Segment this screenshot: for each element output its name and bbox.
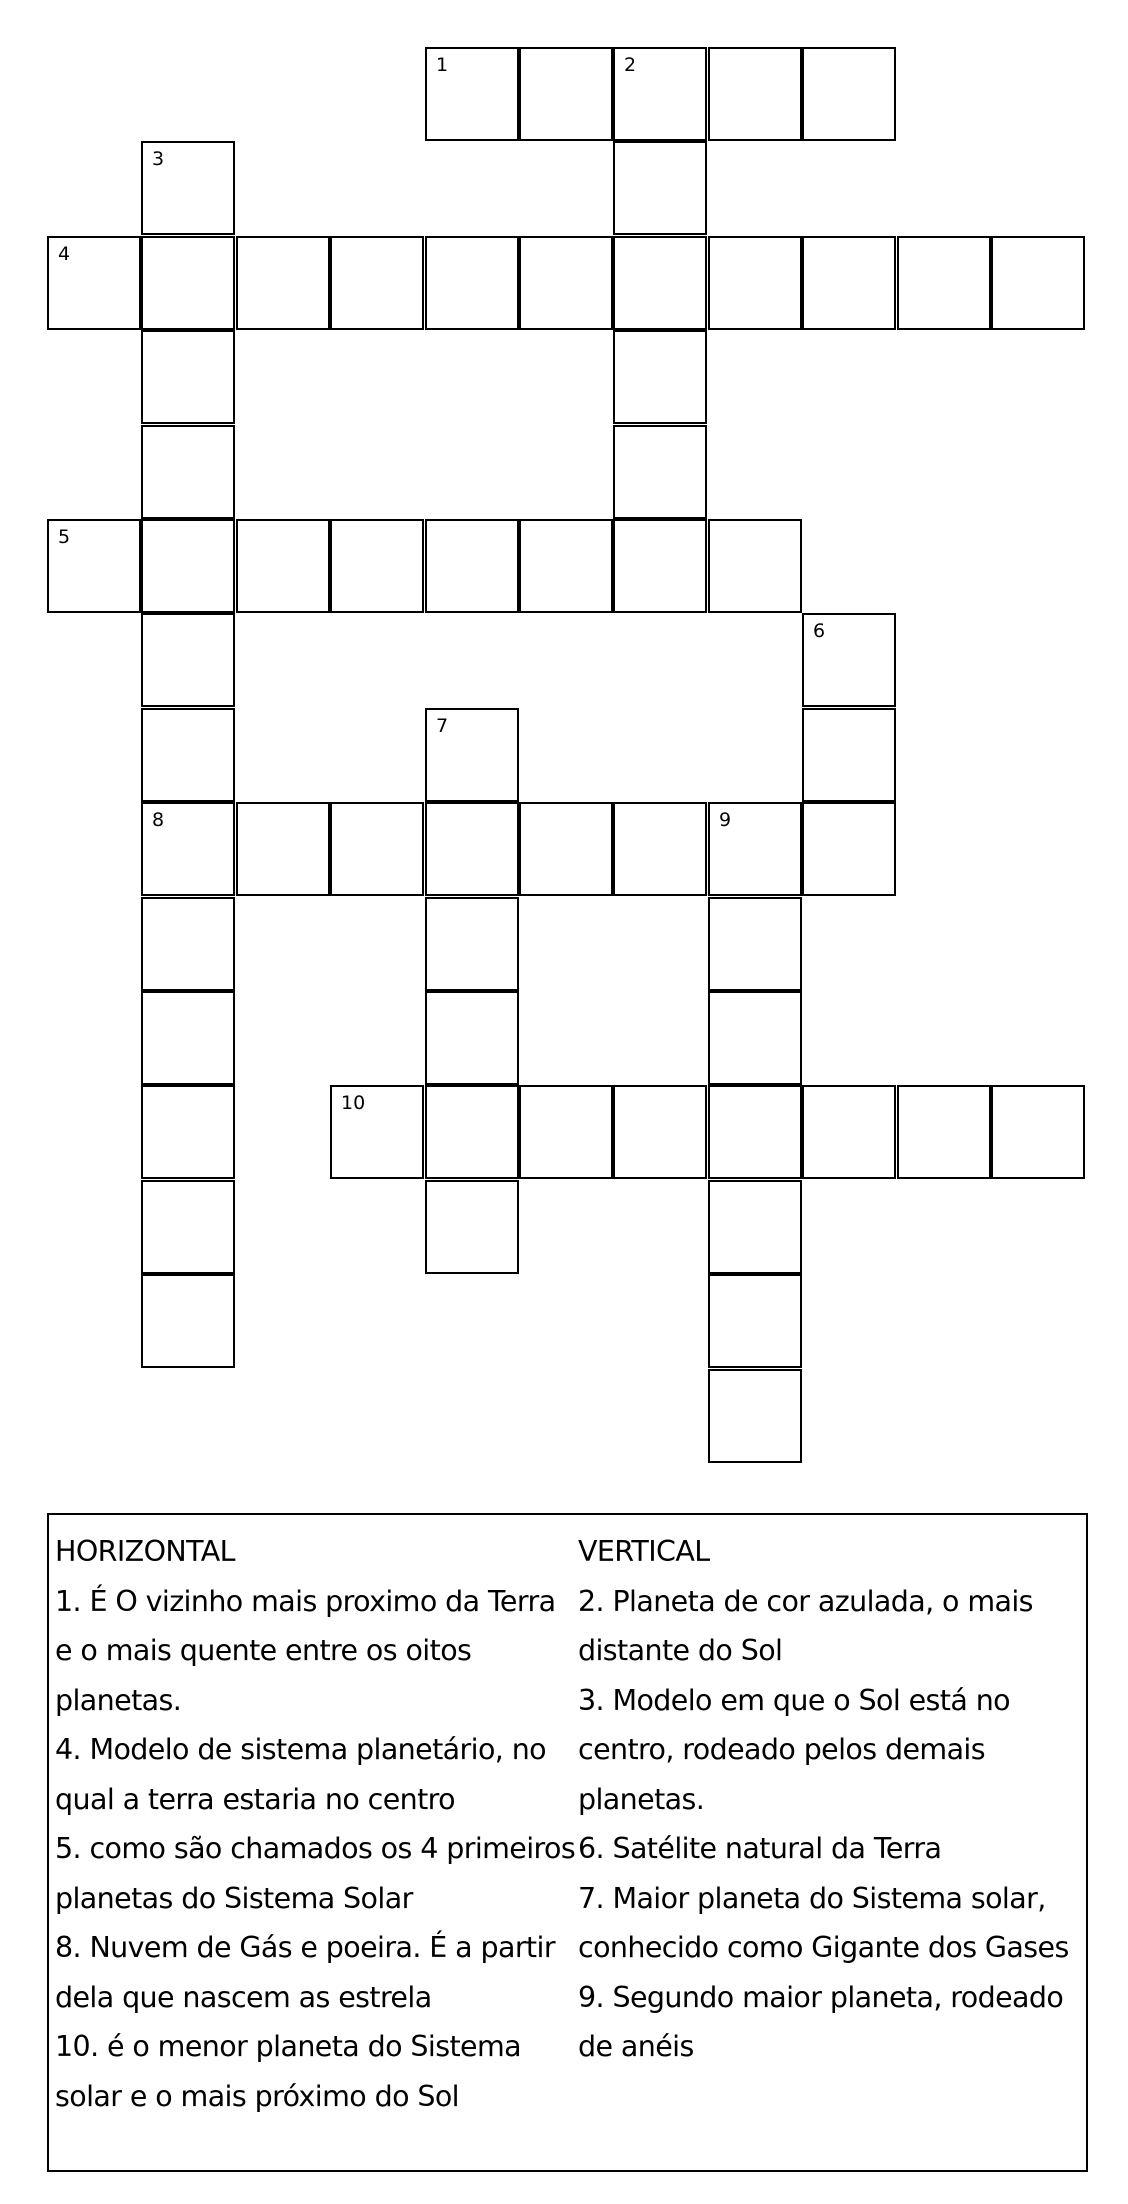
crossword-cell[interactable] (141, 1274, 235, 1368)
crossword-cell[interactable] (613, 425, 707, 519)
horizontal-heading: HORIZONTAL (55, 1535, 235, 1568)
crossword-cell[interactable] (802, 613, 896, 707)
crossword-cell[interactable] (519, 519, 613, 613)
horizontal-clue-line: 8. Nuvem de Gás e poeira. É a partir (55, 1931, 555, 1964)
vertical-clue-line: distante do Sol (578, 1634, 783, 1667)
clue-number: 5 (58, 526, 71, 548)
crossword-cell[interactable] (330, 236, 424, 330)
crossword-cell[interactable] (330, 802, 424, 896)
crossword-cell[interactable] (236, 802, 330, 896)
crossword-cell[interactable] (236, 236, 330, 330)
vertical-clue-line: de anéis (578, 2030, 694, 2063)
crossword-cell[interactable] (802, 47, 896, 141)
crossword-cell[interactable] (708, 1369, 802, 1463)
horizontal-clue-line: 5. como são chamados os 4 primeiros (55, 1832, 576, 1865)
crossword-cell[interactable] (708, 519, 802, 613)
crossword-cell[interactable] (613, 141, 707, 235)
horizontal-clue-line: qual a terra estaria no centro (55, 1782, 455, 1816)
horizontal-clue-line: dela que nascem as estrela (55, 1980, 432, 2014)
crossword-cell[interactable] (897, 1085, 991, 1179)
crossword-cell[interactable] (141, 1085, 235, 1179)
crossword-cell[interactable] (141, 425, 235, 519)
vertical-clue-line: 6. Satélite natural da Terra (578, 1832, 942, 1865)
crossword-cell[interactable] (425, 236, 519, 330)
clue-number: 9 (719, 809, 732, 831)
crossword-cell[interactable] (708, 897, 802, 991)
crossword-cell[interactable] (425, 47, 519, 141)
crossword-cell[interactable] (708, 47, 802, 141)
clue-number: 4 (58, 243, 71, 265)
crossword-cell[interactable] (47, 519, 141, 613)
horizontal-clue-line: solar e o mais próximo do Sol (55, 2079, 460, 2113)
crossword-cell[interactable] (708, 1180, 802, 1274)
crossword-cell[interactable] (425, 991, 519, 1085)
crossword-cell[interactable] (708, 1085, 802, 1179)
crossword-cell[interactable] (613, 1085, 707, 1179)
clue-number: 6 (813, 620, 826, 642)
crossword-cell[interactable] (141, 330, 235, 424)
crossword-cell[interactable] (802, 236, 896, 330)
crossword-cell[interactable] (425, 802, 519, 896)
vertical-clue-line: 3. Modelo em que o Sol está no (578, 1683, 1011, 1717)
crossword-cell[interactable] (519, 1085, 613, 1179)
clue-box (47, 1513, 1088, 2172)
horizontal-clue-line: planetas. (55, 1683, 182, 1717)
crossword-cell[interactable] (613, 236, 707, 330)
crossword-cell[interactable] (991, 1085, 1085, 1179)
crossword-cell[interactable] (330, 1085, 424, 1179)
vertical-heading: VERTICAL (578, 1535, 710, 1568)
crossword-cell[interactable] (47, 236, 141, 330)
clue-number: 10 (341, 1092, 366, 1114)
crossword-cell[interactable] (425, 897, 519, 991)
crossword-cell[interactable] (613, 802, 707, 896)
horizontal-clue-line: 10. é o menor planeta do Sistema (55, 2030, 521, 2063)
crossword-cell[interactable] (708, 1274, 802, 1368)
crossword-cell[interactable] (991, 236, 1085, 330)
horizontal-clue-line: planetas do Sistema Solar (55, 1881, 413, 1915)
crossword-cell[interactable] (330, 519, 424, 613)
crossword-cell[interactable] (708, 991, 802, 1085)
crossword-cell[interactable] (708, 802, 802, 896)
crossword-cell[interactable] (141, 519, 235, 613)
crossword-cell[interactable] (141, 613, 235, 707)
clue-number: 3 (152, 148, 165, 170)
crossword-cell[interactable] (425, 519, 519, 613)
vertical-clue-line: planetas. (578, 1782, 705, 1816)
clue-number: 7 (436, 715, 449, 737)
horizontal-clue-line: 4. Modelo de sistema planetário, no (55, 1733, 547, 1766)
horizontal-clues (55, 1527, 575, 2121)
crossword-cell[interactable] (141, 802, 235, 896)
crossword-cell[interactable] (425, 1180, 519, 1274)
crossword-cell[interactable] (519, 802, 613, 896)
crossword-cell[interactable] (519, 236, 613, 330)
crossword-cell[interactable] (802, 802, 896, 896)
vertical-clue-line: 9. Segundo maior planeta, rodeado (578, 1980, 1064, 2014)
crossword-cell[interactable] (141, 1180, 235, 1274)
crossword-cell[interactable] (613, 330, 707, 424)
clue-number: 1 (436, 54, 449, 76)
crossword-cell[interactable] (802, 1085, 896, 1179)
crossword-cell[interactable] (425, 1085, 519, 1179)
crossword-cell[interactable] (236, 519, 330, 613)
crossword-cell[interactable] (141, 708, 235, 802)
crossword-cell[interactable] (897, 236, 991, 330)
horizontal-clue-line: 1. É O vizinho mais proximo da Terra (55, 1584, 556, 1618)
vertical-clue-line: 7. Maior planeta do Sistema solar, (578, 1881, 1046, 1915)
crossword-cell[interactable] (708, 236, 802, 330)
crossword-cell[interactable] (141, 897, 235, 991)
crossword-cell[interactable] (519, 47, 613, 141)
crossword-cell[interactable] (141, 236, 235, 330)
crossword-cell[interactable] (425, 708, 519, 802)
crossword-cell[interactable] (141, 991, 235, 1085)
clue-number: 2 (624, 54, 637, 76)
crossword-cell[interactable] (613, 47, 707, 141)
crossword-cell[interactable] (802, 708, 896, 802)
clue-number: 8 (152, 809, 165, 831)
vertical-clues (578, 1527, 1069, 2072)
horizontal-clue-line: e o mais quente entre os oitos (55, 1634, 472, 1667)
vertical-clue-line: centro, rodeado pelos demais (578, 1733, 985, 1766)
vertical-clue-line: conhecido como Gigante dos Gases (578, 1931, 1069, 1964)
vertical-clue-line: 2. Planeta de cor azulada, o mais (578, 1584, 1033, 1618)
crossword-cell[interactable] (141, 141, 235, 235)
crossword-cell[interactable] (613, 519, 707, 613)
